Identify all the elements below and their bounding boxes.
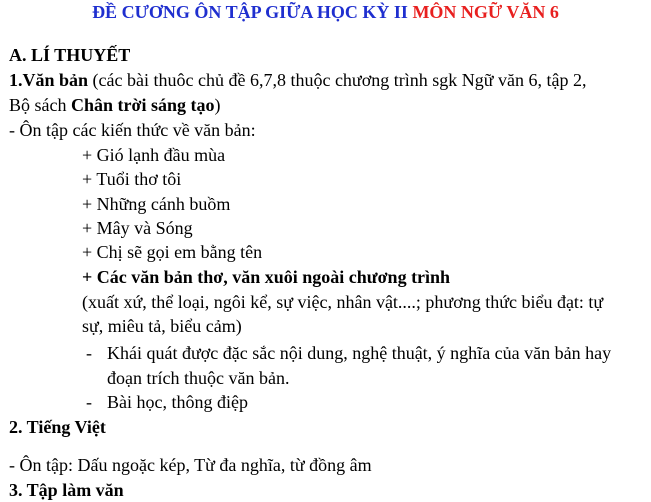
item-1-label: 1.Văn bản xyxy=(9,70,89,90)
bullet-1-line-2: đoạn trích thuộc văn bản. xyxy=(107,368,290,388)
bullet-1-line-1: Khái quát được đặc sắc nội dung, nghệ thuật, ý nghĩa của văn bản hay xyxy=(107,343,612,363)
item-2-review: - Ôn tập: Dấu ngoặc kép, Từ đa nghĩa, từ đồng âm xyxy=(9,455,372,475)
text-item: + Những cánh buồm xyxy=(82,194,231,214)
item-3-heading: 3. Tập làm văn xyxy=(9,480,124,500)
text-item: + Gió lạnh đầu mùa xyxy=(82,145,226,165)
review-intro: - Ôn tập các kiến thức về văn bản: xyxy=(9,120,256,140)
document-title xyxy=(0,1,651,23)
bullet-2: Bài học, thông điệp xyxy=(107,392,248,412)
title-part-1: ĐỀ CƯƠNG ÔN TẬP GIỮA HỌC KỲ II xyxy=(92,2,413,22)
bullet-dash: - xyxy=(86,343,92,363)
extra-texts: + Các văn bản thơ, văn xuôi ngoài chương trình xyxy=(82,267,451,287)
item-2-heading: 2. Tiếng Việt xyxy=(9,417,106,437)
item-1-line-1 xyxy=(9,69,586,91)
extra-detail-line-2: sự, miêu tả, biểu cảm) xyxy=(82,316,242,336)
bullet-dash: - xyxy=(86,392,92,412)
item-1-line-2 xyxy=(9,94,220,116)
book-name: Chân trời sáng tạo xyxy=(71,95,215,115)
item-1-desc-prefix: Bộ sách xyxy=(9,95,71,115)
item-1-desc-suffix: ) xyxy=(214,95,221,115)
text-item: + Tuổi thơ tôi xyxy=(82,169,182,189)
title-part-2: MÔN NGỮ VĂN 6 xyxy=(412,2,559,22)
text-item: + Chị sẽ gọi em bằng tên xyxy=(82,242,263,262)
extra-detail-line-1: (xuất xứ, thể loại, ngôi kể, sự việc, nhân vật....; phương thức biểu đạt: tự xyxy=(82,292,604,312)
item-1-desc: (các bài thuôc chủ đề 6,7,8 thuộc chương trình sgk Ngữ văn 6, tập 2, xyxy=(88,70,587,90)
text-item: + Mây và Sóng xyxy=(82,218,193,238)
section-a-heading: A. LÍ THUYẾT xyxy=(9,45,131,65)
